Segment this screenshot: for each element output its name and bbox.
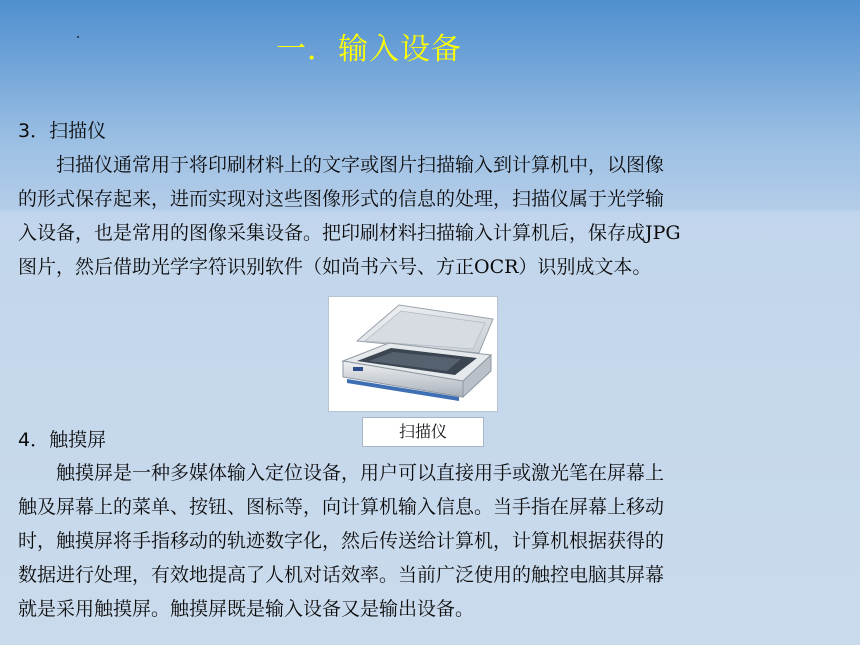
touchscreen-line: 触及屏幕上的菜单、按钮、图标等，向计算机输入信息。当手指在屏幕上移动 xyxy=(18,496,665,518)
scanner-heading: 3．扫描仪 xyxy=(18,120,107,142)
scanner-line: 入设备，也是常用的图像采集设备。把印刷材料扫描输入计算机后，保存成JPG xyxy=(18,222,681,244)
touchscreen-line: 就是采用触摸屏。触摸屏既是输入设备又是输出设备。 xyxy=(18,598,475,620)
scanner-image xyxy=(328,296,498,412)
scanner-paragraph xyxy=(18,148,848,284)
touchscreen-line: 数据进行处理，有效地提高了人机对话效率。当前广泛使用的触控电脑其屏幕 xyxy=(18,564,665,586)
scanner-line: 的形式保存起来，进而实现对这些图像形式的信息的处理，扫描仪属于光学输 xyxy=(18,188,665,210)
scanner-caption: 扫描仪 xyxy=(362,417,484,447)
scanner-line: 图片，然后借助光学字符识别软件（如尚书六号、方正OCR）识别成文本。 xyxy=(18,256,652,278)
page-title: 一．输入设备 xyxy=(276,32,462,67)
scanner-illustration-icon xyxy=(329,297,497,411)
touchscreen-line: 时，触摸屏将手指移动的轨迹数字化，然后传送给计算机，计算机根据获得的 xyxy=(18,530,665,552)
touchscreen-paragraph xyxy=(18,456,848,626)
touchscreen-line: 触摸屏是一种多媒体输入定位设备，用户可以直接用手或激光笔在屏幕上 xyxy=(56,462,665,484)
decorative-dot xyxy=(77,36,79,38)
scanner-line: 扫描仪通常用于将印刷材料上的文字或图片扫描输入到计算机中，以图像 xyxy=(56,154,665,176)
touchscreen-heading: 4．触摸屏 xyxy=(18,429,107,451)
